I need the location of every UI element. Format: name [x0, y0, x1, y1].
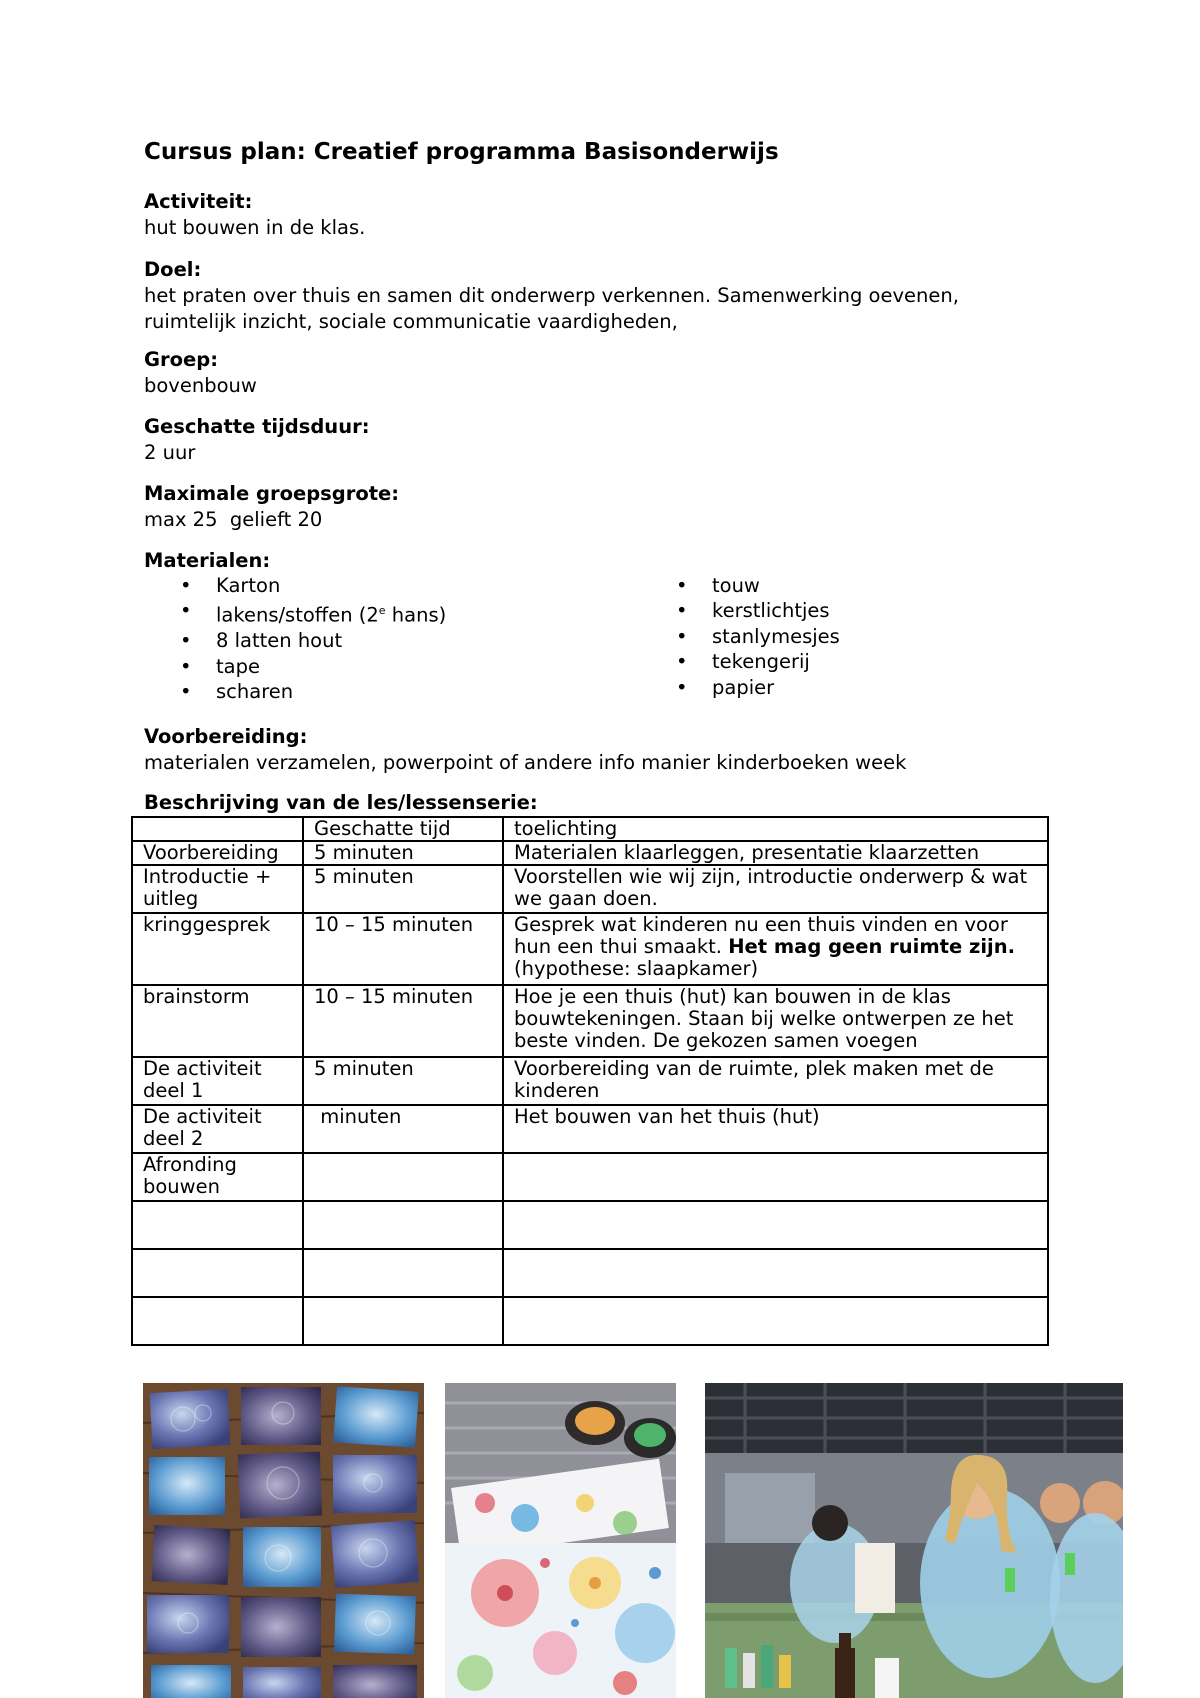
table-cell [503, 1297, 1048, 1345]
superscript-text: e [378, 604, 386, 618]
table-row [132, 1105, 1048, 1153]
list-item: • kerstlichtjes [640, 598, 1060, 623]
section-doel [144, 257, 959, 335]
bubble-print-collage-photo [143, 1383, 424, 1698]
list-item: • stanlymesjes [640, 624, 1060, 649]
table-row [132, 841, 1048, 865]
table-cell [503, 913, 1048, 985]
table-cell: Introductie + uitleg [132, 865, 303, 913]
materialen-list-left [144, 573, 564, 705]
groep-text: bovenbouw [144, 374, 257, 397]
section-tijdsduur [144, 414, 370, 466]
table-cell [132, 1249, 303, 1297]
list-item: • scharen [144, 679, 564, 704]
table-cell: minuten [303, 1105, 503, 1153]
materialen-label: Materialen: [144, 549, 271, 572]
table-cell [303, 1249, 503, 1297]
table-row [132, 1057, 1048, 1105]
table-cell: 10 – 15 minuten [303, 913, 503, 985]
table-row [132, 913, 1048, 985]
lesson-table [131, 816, 1049, 1346]
table-row [132, 1249, 1048, 1297]
table-cell: Materialen klaarleggen, presentatie klaarzetten [503, 841, 1048, 865]
table-row [132, 865, 1048, 913]
activiteit-label: Activiteit: [144, 190, 253, 213]
section-materialen [144, 548, 270, 574]
groepsgrote-label: Maximale groepsgrote: [144, 482, 400, 505]
table-cell: Voorbereiding van de ruimte, plek maken met de kinderen [503, 1057, 1048, 1105]
table-cell: brainstorm [132, 985, 303, 1057]
list-item: • papier [640, 675, 1060, 700]
table-cell [503, 1153, 1048, 1201]
table-cell [132, 1297, 303, 1345]
table-cell [132, 1201, 303, 1249]
list-item: • Karton [144, 573, 564, 598]
table-cell: kringgesprek [132, 913, 303, 985]
cell-text: (hypothese: slaapkamer) [514, 957, 759, 980]
list-item [144, 598, 564, 628]
table-cell: Hoe je een thuis (hut) kan bouwen in de klas bouwtekeningen. Staan bij welke ontwerpen ze het beste vinden. De gekozen samen voegen [503, 985, 1048, 1057]
section-activiteit [144, 189, 365, 241]
header-cell: toelichting [503, 817, 1048, 841]
table-cell: Voorstellen wie wij zijn, introductie onderwerp & wat we gaan doen. [503, 865, 1048, 913]
table-cell: 10 – 15 minuten [303, 985, 503, 1057]
header-cell: Geschatte tijd [303, 817, 503, 841]
voorbereiding-text: materialen verzamelen, powerpoint of andere info manier kinderboeken week [144, 751, 907, 774]
header-cell [132, 817, 303, 841]
table-row [132, 1153, 1048, 1201]
activiteit-text: hut bouwen in de klas. [144, 216, 366, 239]
table-row [132, 1201, 1048, 1249]
list-item: • touw [640, 573, 1060, 598]
groepsgrote-text: max 25 gelieft 20 [144, 508, 323, 531]
page-title: Cursus plan: Creatief programma Basisonderwijs [144, 139, 779, 165]
table-header-row [132, 817, 1048, 841]
ink-drops-photo [445, 1383, 676, 1698]
table-cell: 5 minuten [303, 1057, 503, 1105]
materialen-list-right [640, 573, 1060, 700]
table-cell: 5 minuten [303, 841, 503, 865]
section-voorbereiding [144, 724, 906, 776]
tijdsduur-text: 2 uur [144, 441, 196, 464]
doel-text-line1: het praten over thuis en samen dit onderwerp verkennen. Samenwerking oevenen, [144, 284, 959, 307]
table-cell [503, 1201, 1048, 1249]
table-heading: Beschrijving van de les/lessenserie: [144, 791, 538, 814]
table-cell: Afronding bouwen [132, 1153, 303, 1201]
groep-label: Groep: [144, 348, 219, 371]
doel-label: Doel: [144, 258, 202, 281]
section-groep [144, 347, 257, 399]
table-cell: De activiteit deel 1 [132, 1057, 303, 1105]
table-cell [303, 1201, 503, 1249]
table-cell: Voorbereiding [132, 841, 303, 865]
table-row [132, 1297, 1048, 1345]
table-cell: Het bouwen van het thuis (hut) [503, 1105, 1048, 1153]
table-cell [303, 1153, 503, 1201]
voorbereiding-label: Voorbereiding: [144, 725, 308, 748]
table-cell [503, 1249, 1048, 1297]
section-groepsgrote [144, 481, 399, 533]
list-item: • 8 latten hout [144, 628, 564, 653]
cell-text: Gesprek wat kinderen nu een thuis vinden en voor hun een thui smaakt. [514, 913, 1008, 958]
table-row [132, 985, 1048, 1057]
table-cell: De activiteit deel 2 [132, 1105, 303, 1153]
table-cell: 5 minuten [303, 865, 503, 913]
list-item-text: lakens/stoffen (2 [216, 603, 379, 627]
tijdsduur-label: Geschatte tijdsduur: [144, 415, 370, 438]
list-item: • tape [144, 654, 564, 679]
list-item: • tekengerij [640, 649, 1060, 674]
list-item-text-suffix: hans) [385, 603, 447, 627]
doel-text-line2: ruimtelijk inzicht, sociale communicatie vaardigheden, [144, 310, 678, 333]
workshop-participants-photo [705, 1383, 1123, 1698]
cell-text-bold: Het mag geen ruimte zijn. [728, 935, 1016, 958]
table-cell [303, 1297, 503, 1345]
